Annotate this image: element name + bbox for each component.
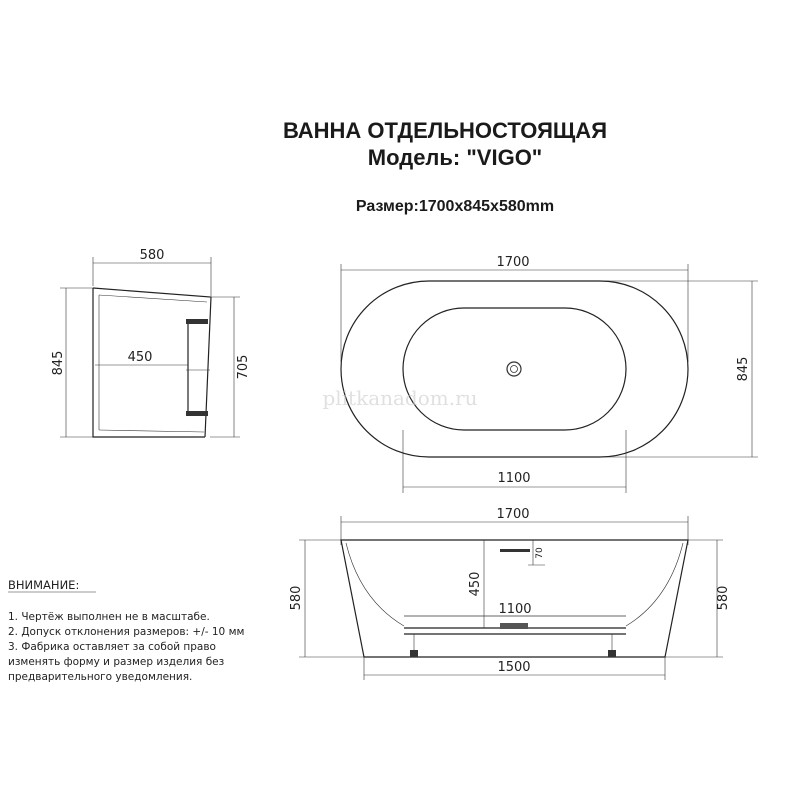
watermark: plitkanadom.ru	[322, 386, 478, 410]
top-width-label: 845	[736, 356, 751, 382]
front-inner-length-label: 1100	[498, 602, 532, 617]
note-line-4: изменять форму и размер изделия без	[8, 656, 225, 668]
top-length-label: 1700	[496, 255, 530, 270]
drawing-title: ВАННА ОТДЕЛЬНОСТОЯЩАЯ	[282, 118, 608, 143]
side-inner-depth-label: 450	[127, 350, 153, 365]
model-name: Модель: "VIGO"	[367, 145, 543, 170]
front-view	[289, 507, 731, 680]
front-drain-height-label: 70	[535, 547, 545, 559]
front-height-right-label: 580	[716, 585, 731, 611]
side-height-left-label: 845	[51, 350, 66, 376]
note-line-5: предварительного уведомления.	[8, 671, 193, 683]
note-line-1: 1. Чертёж выполнен не в масштабе.	[8, 611, 210, 623]
overall-size: Размер:1700x845x580mm	[355, 198, 555, 215]
notes	[8, 578, 244, 683]
top-inner-length-label: 1100	[497, 471, 531, 486]
side-height-right-label: 705	[236, 354, 251, 380]
notes-heading: ВНИМАНИЕ:	[8, 578, 80, 592]
front-inner-depth-label: 450	[468, 571, 483, 597]
front-length-label: 1700	[496, 507, 530, 522]
side-view	[51, 248, 251, 437]
note-line-3: 3. Фабрика оставляет за собой право	[8, 641, 216, 653]
front-height-left-label: 580	[289, 585, 304, 611]
note-line-2: 2. Допуск отклонения размеров: +/- 10 мм	[8, 626, 245, 638]
top-view	[341, 255, 758, 493]
side-top-width-label: 580	[139, 248, 165, 263]
front-base-length-label: 1500	[497, 660, 531, 675]
